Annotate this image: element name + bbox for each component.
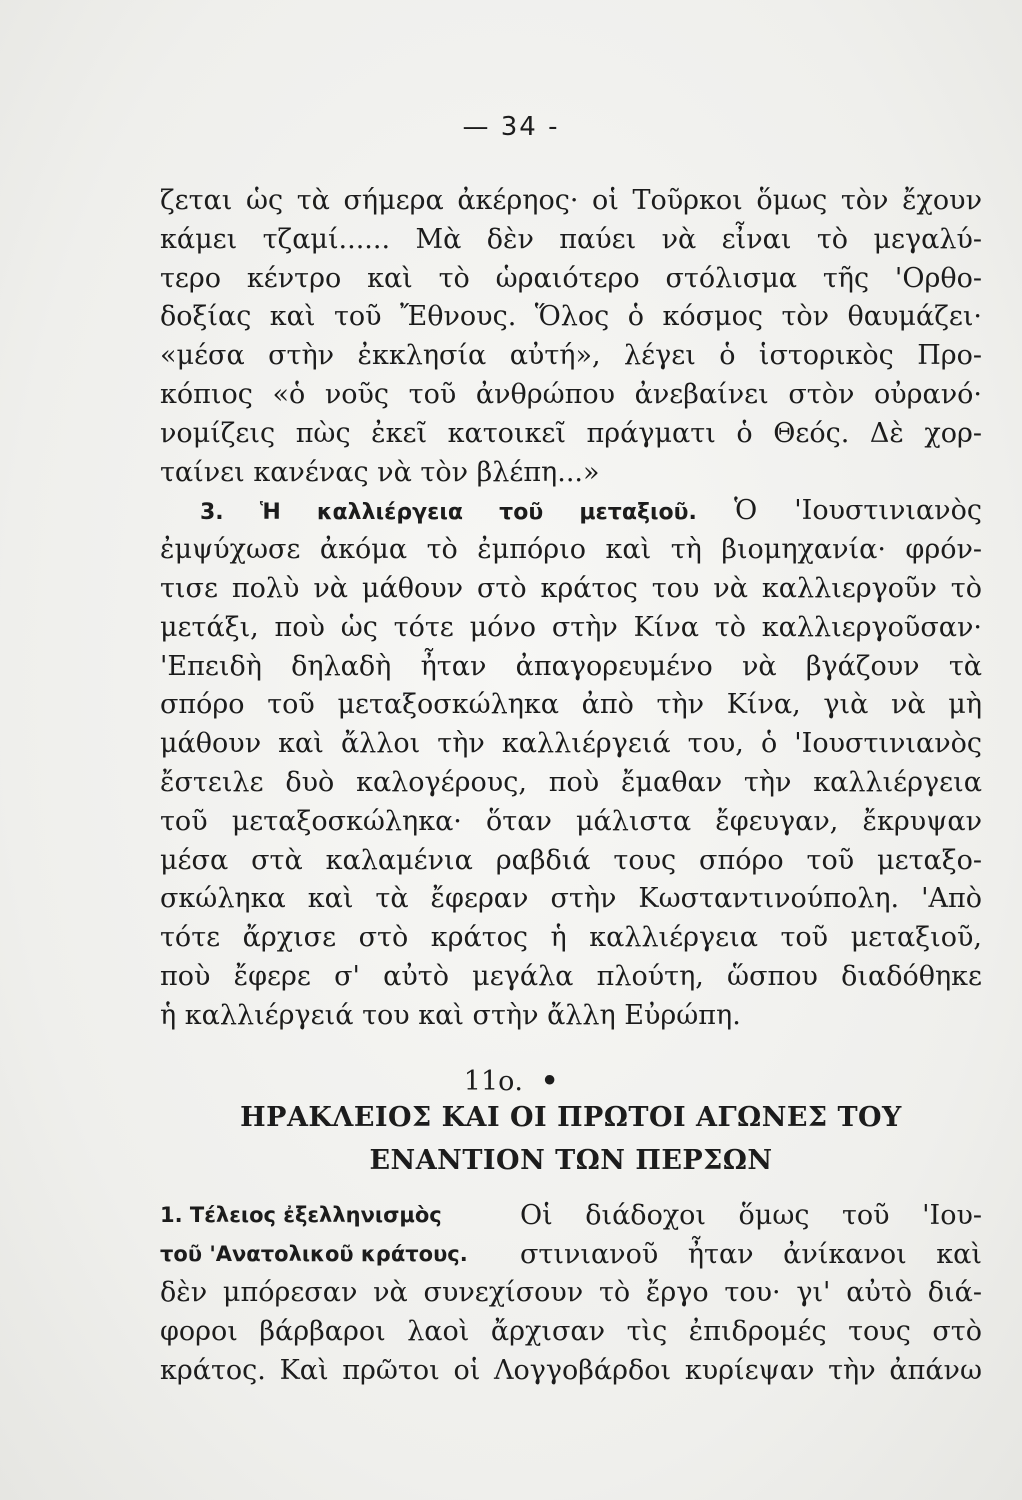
section-3-first-text: Ὁ 'Ιουστινιανὸς <box>733 495 982 527</box>
chapter-number-text: 11ο. <box>463 1066 523 1097</box>
subsection-row <box>160 1235 982 1274</box>
chapter-title-line-2: ΕΝΑΝΤΙΟΝ ΤΩΝ ΠΕΡΣΩΝ <box>369 1145 773 1176</box>
text-line: μέσα στὰ καλαμένια ραβδιά τους σπόρο τοῦ μεταξο- <box>160 844 982 876</box>
text-line: τερο κέντρο καὶ τὸ ὡραιότερο στόλισμα τῆς 'Ορθο- <box>160 262 982 294</box>
text-line: σκώληκα καὶ τὰ ἔφεραν στὴν Κωσταντινούπολη. 'Απὸ <box>160 883 982 915</box>
subsection-1 <box>160 1196 982 1274</box>
body-text <box>160 182 982 1036</box>
section-3-title: 3. Ἡ καλλιέργεια τοῦ μεταξιοῦ. <box>200 500 697 526</box>
chapter-title-line-1: ΗΡΑΚΛΕΙΟΣ ΚΑΙ ΟΙ ΠΡΩΤΟΙ ΑΓΩΝΕΣ ΤΟΥ <box>240 1102 902 1133</box>
text-line: ἐμψύχωσε ἀκόμα τὸ ἐμπόριο καὶ τὴ βιομηχανία· φρόν- <box>160 534 982 566</box>
text-line: «μέσα στὴν ἐκκλησία αὐτή», λέγει ὁ ἱστορικὸς Προ- <box>160 340 982 372</box>
text-line: νομίζεις πὼς ἐκεῖ κατοικεῖ πράγματι ὁ Θεός. Δὲ χορ- <box>160 417 982 449</box>
text-line: ζεται ὡς τὰ σήμερα ἀκέρηος· οἱ Τοῦρκοι ὅμως τὸν ἔχουν <box>160 185 982 216</box>
chapter-number <box>0 1066 1022 1097</box>
subsection-title-part-1: 1. Τέλειος ἐξελληνισμὸς <box>160 1203 442 1227</box>
subsection-title-part-2: τοῦ 'Ανατολικοῦ κράτους. <box>160 1242 468 1266</box>
text-line: φοροι βάρβαροι λαοὶ ἄρχισαν τὶς ἐπιδρομές τους στὸ <box>160 1315 982 1347</box>
text-line: ἔστειλε δυὸ καλογέρους, ποὺ ἔμαθαν τὴν καλλιέργεια <box>160 766 982 798</box>
text-line: ταίνει κανένας νὰ τὸν βλέπη...» <box>160 456 600 488</box>
text-line: κράτος. Καὶ πρῶτοι οἱ Λογγοβάρδοι κυρίεψαν τὴν ἀπάνω <box>160 1354 982 1386</box>
section-heading-line <box>160 492 982 531</box>
text-line: δὲν μπόρεσαν νὰ συνεχίσουν τὸ ἔργο του· γι' αὐτὸ διά- <box>160 1277 982 1308</box>
text-line: τότε ἄρχισε στὸ κράτος ἡ καλλιέργεια τοῦ μεταξιοῦ, <box>160 922 982 954</box>
text-line: κόπιος «ὁ νοῦς τοῦ ἀνθρώπου ἀνεβαίνει στὸν οὐρανό· <box>160 378 982 410</box>
text-line: τισε πολὺ νὰ μάθουν στὸ κράτος του νὰ καλλιεργοῦν τὸ <box>160 572 982 604</box>
text-line: ἡ καλλιέργειά του καὶ στὴν ἄλλη Εὐρώπη. <box>160 999 741 1031</box>
text-line: Οἱ διάδοχοι ὅμως τοῦ 'Ιου- <box>520 1200 982 1231</box>
subsection-row <box>160 1196 982 1235</box>
text-line: μάθουν καὶ ἄλλοι τὴν καλλιέργειά του, ὁ 'Ιουστινιανὸς <box>160 728 982 760</box>
text-line: μετάξι, ποὺ ὡς τότε μόνο στὴν Κίνα τὸ καλλιεργοῦσαν· <box>160 611 982 643</box>
chapter-dot: • <box>540 1066 559 1097</box>
body-text-continued <box>160 1274 982 1390</box>
page-number: — 34 - <box>462 112 560 142</box>
text-line: κάμει τζαμί...... Μὰ δὲν παύει νὰ εἶναι τὸ μεγαλύ- <box>160 223 982 255</box>
text-line: 'Επειδὴ δηλαδὴ ἦταν ἀπαγορευμένο νὰ βγάζουν τὰ <box>160 650 982 682</box>
text-line: σπόρο τοῦ μεταξοσκώληκα ἀπὸ τὴν Κίνα, γιὰ νὰ μὴ <box>160 689 982 721</box>
text-line: τοῦ μεταξοσκώληκα· ὅταν μάλιστα ἔφευγαν, ἔκρυψαν <box>160 805 982 837</box>
text-line: δοξίας καὶ τοῦ Ἔθνους. Ὅλος ὁ κόσμος τὸν θαυμάζει· <box>160 301 982 333</box>
text-line: ποὺ ἔφερε σ' αὐτὸ μεγάλα πλούτη, ὥσπου διαδόθηκε <box>160 960 982 992</box>
text-line: στινιανοῦ ἦταν ἀνίκανοι καὶ <box>520 1239 982 1270</box>
